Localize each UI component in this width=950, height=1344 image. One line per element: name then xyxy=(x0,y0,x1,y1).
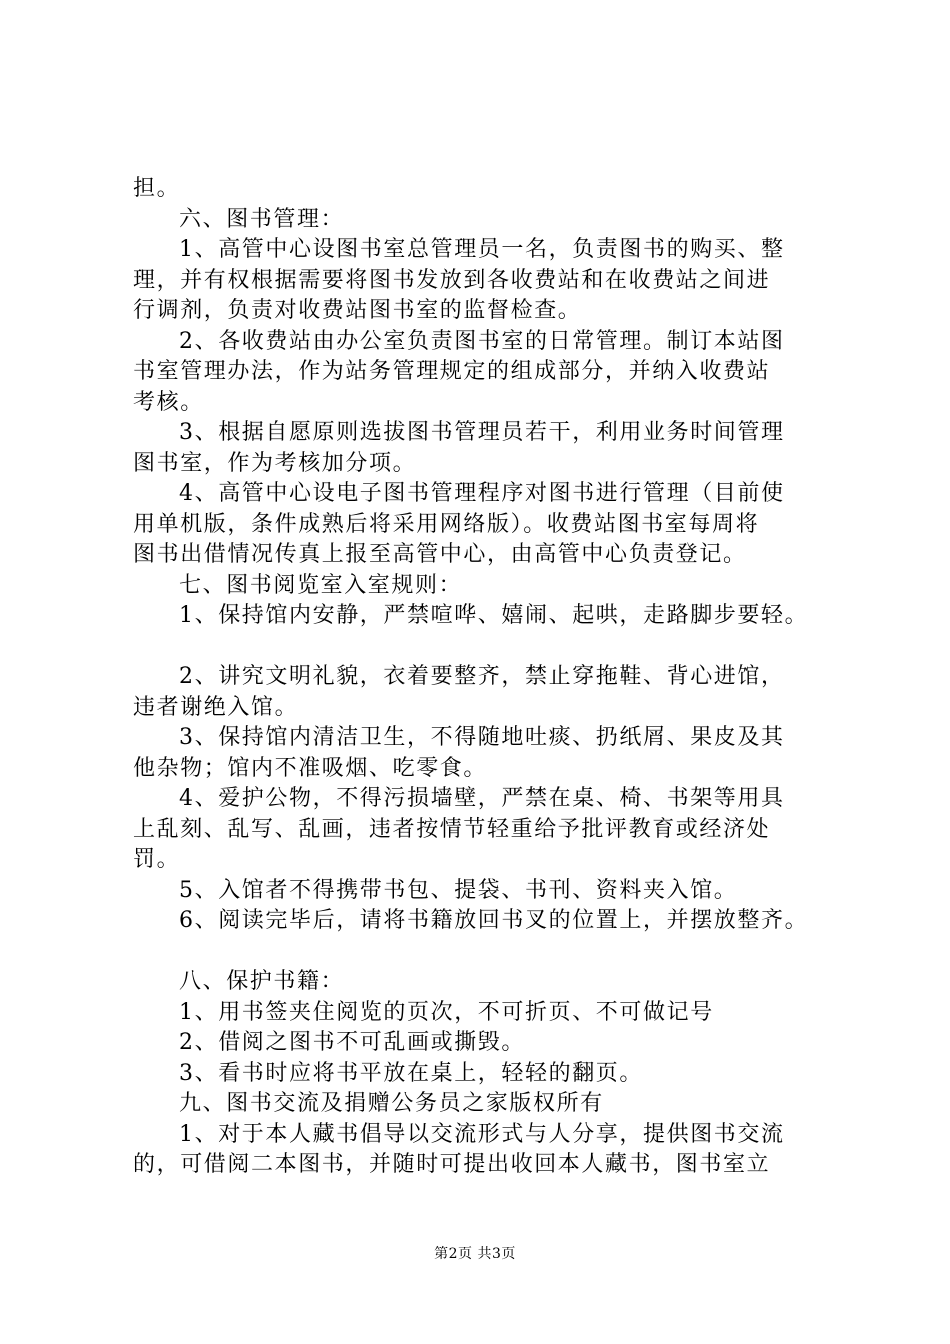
text-line: 罚。 xyxy=(133,847,181,872)
text-line: 2、讲究文明礼貌，衣着要整齐，禁止穿拖鞋、背心进馆， xyxy=(179,664,785,689)
text-line: 1、保持馆内安静，严禁喧哗、嬉闹、起哄，走路脚步要轻。 xyxy=(179,603,809,628)
page-footer: 第2页 共3页 xyxy=(434,1246,516,1262)
text-line: 1、对于本人藏书倡导以交流形式与人分享，提供图书交流 xyxy=(179,1121,785,1147)
text-line: 1、高管中心设图书室总管理员一名，负责图书的购买、整 xyxy=(179,237,785,262)
blank-line xyxy=(133,632,853,663)
text-line: 书室管理办法，作为站务管理规定的组成部分，并纳入收费站 xyxy=(133,359,771,384)
text-line: 八、保护书籍： xyxy=(179,969,345,994)
text-line: 六、图书管理： xyxy=(179,206,345,232)
text-line: 他杂物；馆内不准吸烟、吃零食。 xyxy=(133,755,488,781)
text-line: 2、借阅之图书不可乱画或撕毁。 xyxy=(179,1030,525,1055)
text-line: 图书出借情况传真上报至高管中心，由高管中心负责登记。 xyxy=(133,542,747,567)
text-line: 考核。 xyxy=(133,389,204,415)
text-line: 3、保持馆内清洁卫生，不得随地吐痰、扔纸屑、果皮及其 xyxy=(179,725,785,750)
text-line: 3、根据自愿原则选拔图书管理员若干，利用业务时间管理 xyxy=(179,420,785,445)
text-line: 6、阅读完毕后，请将书籍放回书叉的位置上，并摆放整齐。 xyxy=(179,908,809,933)
text-line: 的，可借阅二本图书，并随时可提出收回本人藏书，图书室立 xyxy=(133,1152,771,1177)
text-line: 图书室，作为考核加分项。 xyxy=(133,450,417,476)
document-body xyxy=(133,174,853,1181)
text-line: 2、各收费站由办公室负责图书室的日常管理。制订本站图 xyxy=(179,328,785,354)
text-line: 用单机版，条件成熟后将采用网络版）。收费站图书室每周将 xyxy=(133,511,760,537)
text-line: 理，并有权根据需要将图书发放到各收费站和在收费站之间进 xyxy=(133,267,771,293)
text-line: 1、用书签夹住阅览的页次，不可折页、不可做记号 xyxy=(179,999,714,1025)
text-line: 上乱刻、乱写、乱画，违者按情节轻重给予批评教育或经济处 xyxy=(133,816,771,842)
text-line: 七、图书阅览室入室规则： xyxy=(179,572,463,598)
text-line: 担。 xyxy=(133,176,181,201)
blank-line xyxy=(133,937,853,968)
text-line: 5、入馆者不得携带书包、提袋、书刊、资料夹入馆。 xyxy=(179,877,738,903)
text-line: 违者谢绝入馆。 xyxy=(133,694,299,720)
text-line: 4、高管中心设电子图书管理程序对图书进行管理（目前使 xyxy=(179,481,785,506)
text-line: 九、图书交流及捐赠公务员之家版权所有 xyxy=(179,1091,604,1116)
text-line: 行调剂，负责对收费站图书室的监督检查。 xyxy=(133,298,582,323)
text-line: 4、爱护公物，不得污损墙壁，严禁在桌、椅、书架等用具 xyxy=(179,786,785,811)
text-line: 3、看书时应将书平放在桌上，轻轻的翻页。 xyxy=(179,1060,643,1086)
